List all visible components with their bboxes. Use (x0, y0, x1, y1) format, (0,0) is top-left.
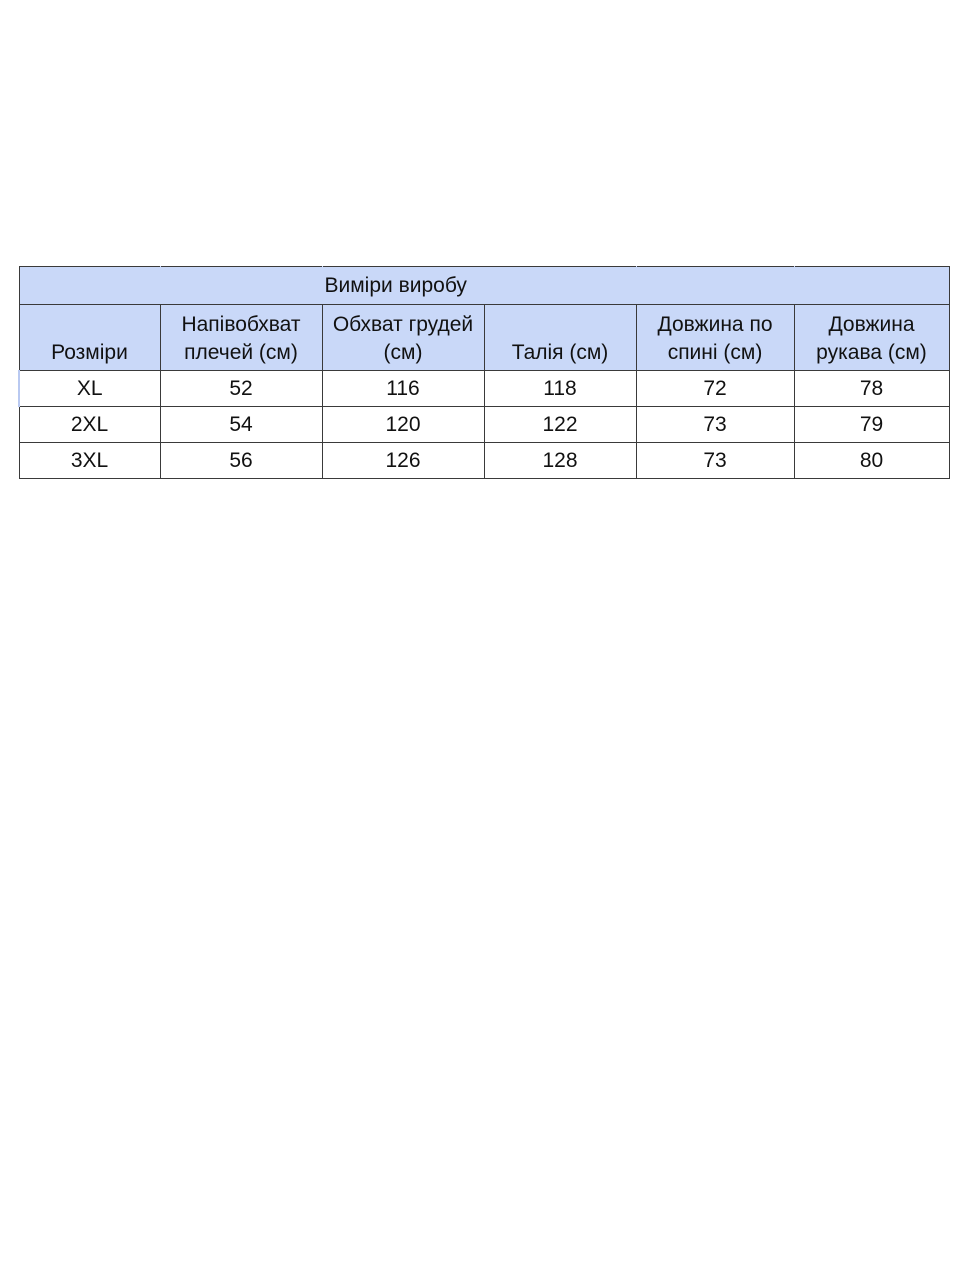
table-cell: 126 (322, 443, 484, 479)
table-cell: 54 (160, 407, 322, 443)
table-cell: 120 (322, 407, 484, 443)
table-header-row (19, 305, 949, 371)
table-title-row (19, 267, 949, 305)
table-cell: 79 (794, 407, 949, 443)
table-cell: 122 (484, 407, 636, 443)
size-chart-table (18, 266, 950, 479)
table-cell: 116 (322, 371, 484, 407)
table-cell: 128 (484, 443, 636, 479)
header-waist: Талія (см) (484, 305, 636, 371)
table-row (19, 407, 949, 443)
table-cell: 80 (794, 443, 949, 479)
table-cell: 118 (484, 371, 636, 407)
title-row-cell (19, 267, 160, 305)
table-cell: 72 (636, 371, 794, 407)
table-cell: 52 (160, 371, 322, 407)
title-row-cell (160, 267, 322, 305)
size-cell: 2XL (19, 407, 160, 443)
header-shoulder-half-girth: Напівобхват плечей (см) (160, 305, 322, 371)
table-row (19, 371, 949, 407)
header-back-length: Довжина по спині (см) (636, 305, 794, 371)
size-cell: XL (19, 371, 160, 407)
header-sizes: Розміри (19, 305, 160, 371)
title-row-cell (794, 267, 949, 305)
header-chest-girth: Обхват грудей (см) (322, 305, 484, 371)
size-cell: 3XL (19, 443, 160, 479)
table-title: Виміри виробу (322, 267, 636, 305)
table-cell: 73 (636, 407, 794, 443)
table-cell: 78 (794, 371, 949, 407)
header-sleeve-length: Довжина рукава (см) (794, 305, 949, 371)
title-row-cell (636, 267, 794, 305)
table-cell: 73 (636, 443, 794, 479)
table-row (19, 443, 949, 479)
table-cell: 56 (160, 443, 322, 479)
